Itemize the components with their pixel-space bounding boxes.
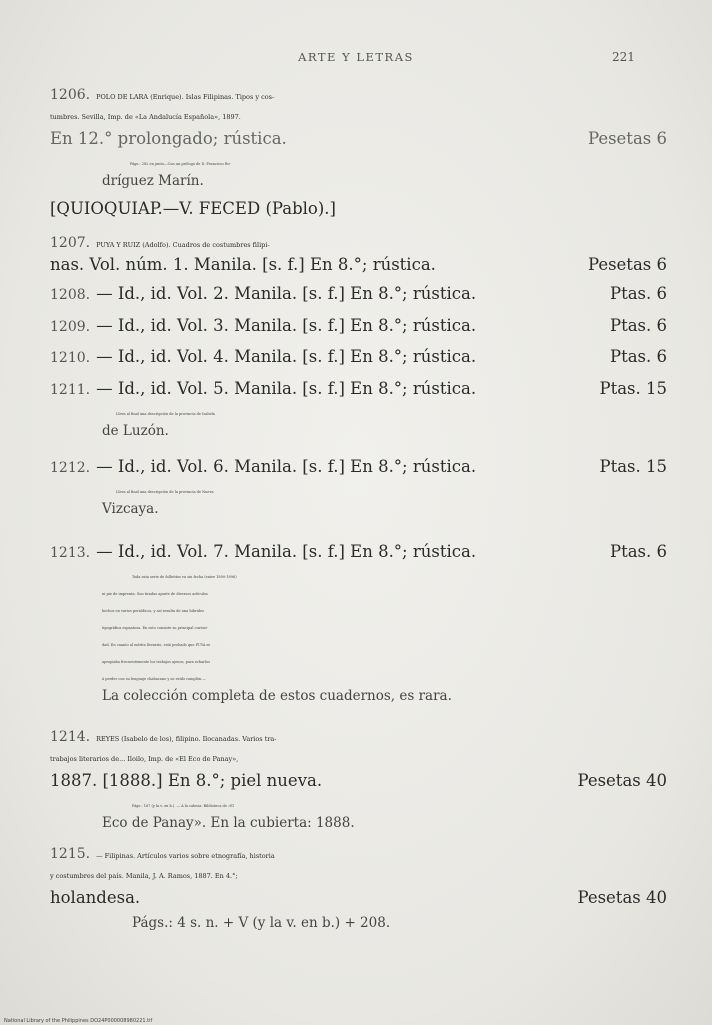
price: Ptas. 6 [609, 284, 667, 303]
price: Pesetas 6 [587, 255, 667, 274]
entry-number: 1206. [50, 87, 91, 103]
price: Ptas. 15 [599, 457, 667, 476]
entry-1210: 1210. — Id., id. Vol. 4. Manila. [s. f.] En 8.°; rústica. Ptas. 6 [50, 347, 667, 366]
entry-note: Lleva al final una descripción de la provincia de Nueva Vizcaya. [102, 490, 214, 517]
entry-note: Págs.: 282 en junto—Con un prólogo de D. Francisco Ro- dríguez Marín. [102, 162, 231, 189]
running-title: ARTE Y LETRAS [298, 50, 414, 64]
price: Ptas. 6 [609, 542, 667, 561]
entry-1208: 1208. — Id., id. Vol. 2. Manila. [s. f.] En 8.°; rústica. Ptas. 6 [50, 284, 667, 303]
entry-line: 1206. POLO DE LARA (Enrique). Islas Filipinas. Tipos y cos- [50, 87, 275, 103]
entry-note: Págs.: 167 (y la v. en b.). — A la cabeza: Biblioteca de «El Eco de Panay». En la cubierta: 1888. [102, 804, 355, 831]
entry-1215: 1215. — Filipinas. Artículos varios sobre etnografía, historia y costumbres del país. Manila, J. A. Ramos, 1887. En 4.°; holandesa. Pesetas 40 Págs.: 4 s. n. + V (y la v. en b.) + 208. [50, 846, 667, 931]
entry-note: Lleva al final una descripción de la provincia de Isabela de Luzón. [102, 412, 215, 439]
entry-line: tumbres. Sevilla, Imp. de «La Andalucía Española», 1897. [50, 113, 241, 121]
scan-footer: National Library of the Philippines DO24P000008980221.tif [4, 1018, 153, 1024]
entry-1211: 1211. — Id., id. Vol. 5. Manila. [s. f.] En 8.°; rústica. Ptas. 15 Lleva al final una descripción de la provincia de Isabela de Luzón. [50, 379, 667, 439]
price: Pesetas 40 [577, 888, 667, 907]
price: Pesetas 40 [577, 771, 667, 790]
entry-1212: 1212. — Id., id. Vol. 6. Manila. [s. f.] En 8.°; rústica. Ptas. 15 Lleva al final una descripción de la provincia de Nueva Vizcaya. [50, 457, 667, 517]
entry-1206 [50, 84, 667, 190]
price: Ptas. 15 [599, 379, 667, 398]
entry-number: 1208. [50, 287, 91, 303]
price: Ptas. 6 [609, 347, 667, 366]
cross-reference: [QUIOQUIAP.—V. FECED (Pablo).] [50, 199, 336, 218]
price: Pesetas 6 [587, 129, 667, 148]
entry-1213: 1213. — Id., id. Vol. 7. Manila. [s. f.] En 8.°; rústica. Ptas. 6 Toda esta serie de folletitos va sin fecha (entre 1890-1896) ni pie de imprenta. Son tiradas aparte de diversos artículos hechos en varios periódicos, y así resulta de una hibridez tipográfica espantosa. En esto consiste su principal curiosi- dad. En cuanto al mérito literario, está probado que PUYA se apropiaba frecuentemente los trabajos ajenos, para echarlos á perder con su lenguaje chabacano y su estilo ramplón.— La colección completa de estos cuadernos, es rara. [50, 542, 667, 704]
entry-note: Págs.: 4 s. n. + V (y la v. en b.) + 208. [132, 915, 391, 931]
entry-number: 1210. [50, 350, 91, 366]
entry-number: 1211. [50, 382, 91, 398]
entry-1207: 1207. PUYA Y RUIZ (Adolfo). Cuadros de costumbres filipi- nas. Vol. núm. 1. Manila. [s. f.] En 8.°; rústica. Pesetas 6 [50, 235, 667, 274]
entry-number: 1214. [50, 729, 91, 745]
entry-number: 1213. [50, 545, 91, 561]
page-number: 221 [612, 50, 635, 64]
entry-number: 1212. [50, 460, 91, 476]
entry-number: 1207. [50, 235, 91, 251]
running-header [0, 50, 712, 70]
entry-1214: 1214. REYES (Isabelo de los), filipino. Ilocanadas. Varios tra- trabajos literarios de... Iloilo, Imp. de «El Eco de Panay», 1887. [1888.] En 8.°; piel nueva. Pesetas 40 Págs.: 167 (y la v. en b.). — A la cabeza: Biblioteca de «El Eco de Panay». En la cubierta: 1888. [50, 729, 667, 831]
entry-1209: 1209. — Id., id. Vol. 3. Manila. [s. f.] En 8.°; rústica. Ptas. 6 [50, 316, 667, 335]
entry-number: 1215. [50, 846, 91, 862]
entry-number: 1209. [50, 319, 91, 335]
entry-line: En 12.° prolongado; rústica. Pesetas 6 [50, 129, 667, 148]
price: Ptas. 6 [609, 316, 667, 335]
entry-note: Toda esta serie de folletitos va sin fecha (entre 1890-1896) ni pie de imprenta. Son tiradas aparte de diversos artículos hechos en varios periódicos, y así resulta de una hibridez tipográfica espantosa. En esto consiste su principal curiosi- dad. En cuanto al mérito literario, está probado que PUYA se apropiaba frecuentemente los trabajos ajenos, para echarlos á perder con su lenguaje chabacano y su estilo ramplón.— La colección completa de estos cuadernos, es rara. [102, 575, 452, 704]
